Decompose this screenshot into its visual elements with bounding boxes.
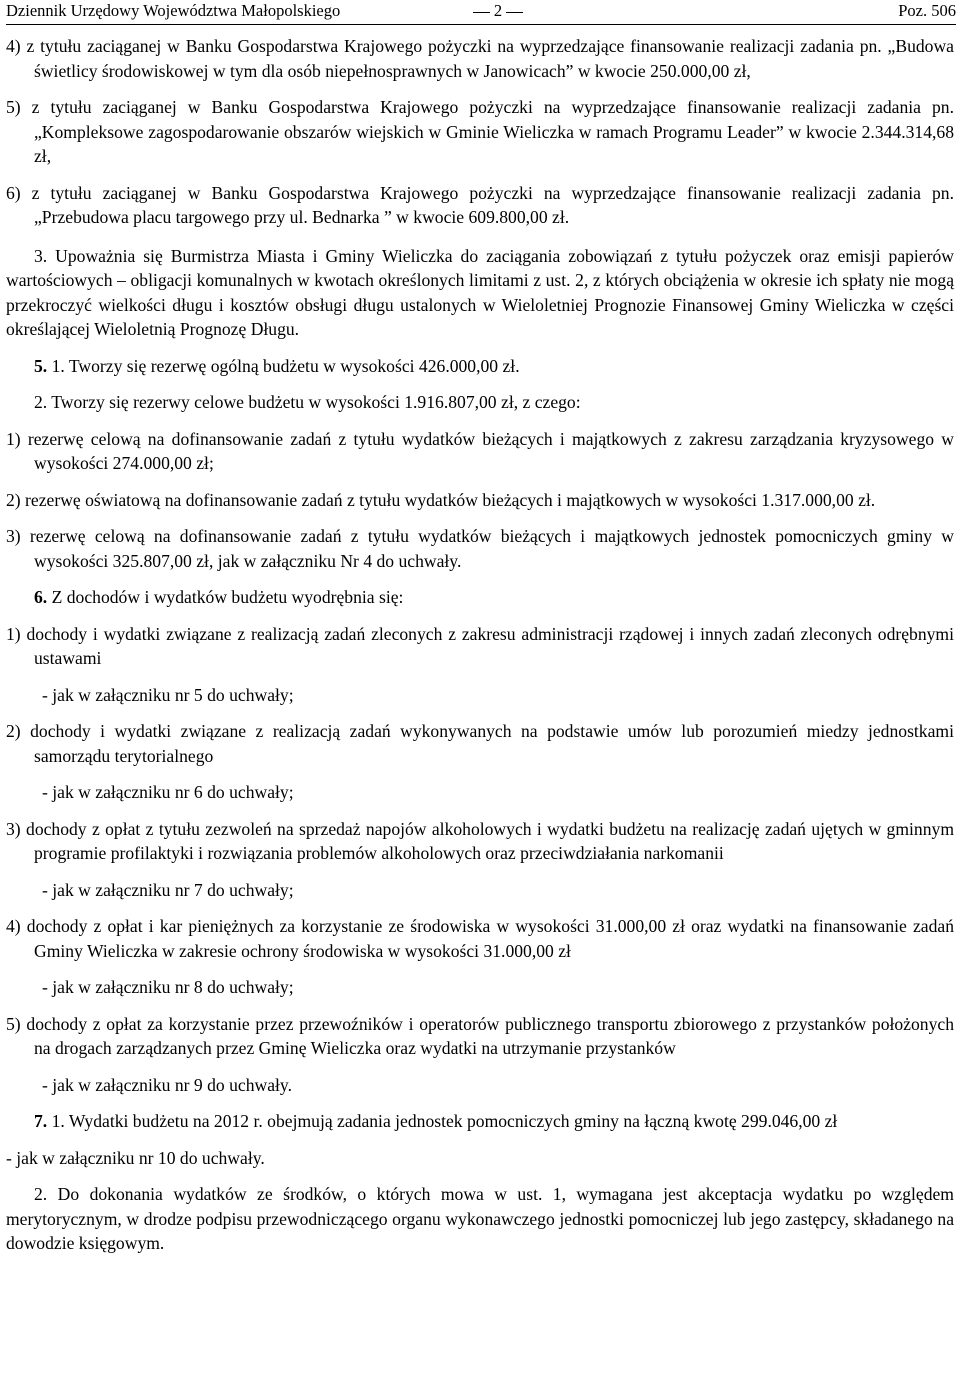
page-number-text: 2: [493, 1, 503, 20]
reserve-3: 3) rezerwę celową na dofinansowanie zadań z tytułu wydatków bieżących i majątkowych jednostek pomocniczych gminy w wysokości 325.807,00 zł, jak w załączniku Nr 4 do uchwały.: [6, 526, 954, 571]
section-7-number: 7.: [34, 1111, 48, 1131]
page-header: [6, 0, 956, 22]
section-6-text: Z dochodów i wydatków budżetu wyodrębnia się:: [47, 587, 404, 607]
section-5-1-text: 1. Tworzy się rezerwę ogólną budżetu w wysokości 426.000,00 zł.: [47, 355, 520, 376]
income-5-annex: - jak w załączniku nr 9 do uchwały.: [42, 1074, 292, 1095]
income-5: 5) dochody z opłat za korzystanie przez przewoźników i operatorów publicznego transportu zbiorowego z przystanków położonych na drogach zarządzanych przez Gminę Wieliczka oraz wydatki na utrzymanie przystanków: [6, 1013, 954, 1058]
section-7-1-text: 1. Wydatki budżetu na 2012 r. obejmują zadania jednostek pomocniczych gminy na łączną kwotę 299.046,00 zł: [47, 1111, 838, 1131]
section-7-2: 2. Do dokonania wydatków ze środków, o których mowa w ust. 1, wymagana jest akceptacja wydatku po względem merytorycznym, w drodze podpisu przewodniczącego organu wykonawczego jednostki pomocniczej lub jego zastępcy, składanego na dowodzie księgowym.: [6, 1184, 954, 1253]
section-6: [6, 585, 954, 610]
document-body: [6, 34, 954, 1268]
income-2-annex: - jak w załączniku nr 6 do uchwały;: [42, 782, 294, 802]
section-5-1: [6, 354, 954, 379]
income-3: 3) dochody z opłat z tytułu zezwoleń na sprzedaż napojów alkoholowych i wydatki budżetu na realizację zadań ujętych w gminnym programie profilaktyki i rozwiązania problemów alkoholowych oraz przeciwdziałania narkomanii: [6, 818, 954, 863]
section-6-number: 6.: [34, 587, 48, 607]
paragraph-3: 3. Upoważnia się Burmistrza Miasta i Gminy Wieliczka do zaciągania zobowiązań z tytułu pożyczek oraz emisji papierów wartościowych – obligacji komunalnych w kwotach określonych limitami z ust. 2, z których obciążenia w okresie ich spłaty nie mogą przekroczyć wielkości długu i kosztów obsługi długu ustalonych w Wieloletniej Prognozie Finansowej Gminy Wieliczka w części określającej Wieloletnią Prognozę Długu.: [6, 245, 954, 339]
income-3-annex: - jak w załączniku nr 7 do uchwały;: [42, 879, 294, 900]
item-6: 6) z tytułu zaciąganej w Banku Gospodarstwa Krajowego pożyczki na wyprzedzające finansowanie realizacji zadania pn. „Przebudowa placu targowego przy ul. Bednarka ” w kwocie 609.800,00 zł.: [6, 182, 954, 227]
page-number: [468, 0, 528, 22]
header-rule: [6, 24, 956, 25]
item-4: 4) z tytułu zaciąganej w Banku Gospodarstwa Krajowego pożyczki na wyprzedzające finansowanie realizacji zadania pn. „Budowa świetlicy środowiskowej w tym dla osób niepełnosprawnych w Janowicach” w kwocie 250.000,00 zł,: [6, 36, 954, 81]
income-2: 2) dochody i wydatki związane z realizacją zadań wykonywanych na podstawie umów lub porozumień miedzy jednostkami samorządu terytorialnego: [6, 721, 954, 766]
income-4-annex: - jak w załączniku nr 8 do uchwały;: [42, 977, 294, 997]
position-number: Poz. 506: [898, 1, 956, 20]
section-7-1-annex: - jak w załączniku nr 10 do uchwały.: [6, 1147, 265, 1168]
reserve-1: 1) rezerwę celową na dofinansowanie zadań z tytułu wydatków bieżących i majątkowych z zakresu zarządzania kryzysowego w wysokości 274.000,00 zł;: [6, 428, 954, 473]
section-7-1: [6, 1109, 954, 1134]
reserve-2: 2) rezerwę oświatową na dofinansowanie zadań z tytułu wydatków bieżących i majątkowych w wysokości 1.317.000,00 zł.: [6, 489, 876, 510]
journal-title: Dziennik Urzędowy Województwa Małopolskiego: [6, 1, 341, 20]
income-1: 1) dochody i wydatki związane z realizacją zadań zleconych z zakresu administracji rządowej i innych zadań zleconych odrębnymi ustawami: [6, 623, 954, 668]
section-5-2: 2. Tworzy się rezerwy celowe budżetu w wysokości 1.916.807,00 zł, z czego:: [34, 392, 581, 412]
income-1-annex: - jak w załączniku nr 5 do uchwały;: [42, 684, 294, 705]
dash-left: [473, 12, 490, 13]
item-5: 5) z tytułu zaciąganej w Banku Gospodarstwa Krajowego pożyczki na wyprzedzające finansowanie realizacji zadania pn. „Kompleksowe zagospodarowanie obszarów wiejskich w Gminie Wieliczka w ramach Programu Leader” w kwocie 2.344.314,68 zł,: [6, 97, 954, 166]
dash-right: [506, 12, 523, 13]
income-4: 4) dochody z opłat i kar pieniężnych za korzystanie ze środowiska w wysokości 31.000,00 zł oraz wydatki na finansowanie zadań Gminy Wieliczka w zakresie ochrony środowiska w wysokości 31.000,00 zł: [6, 916, 954, 961]
section-5-number: 5.: [34, 355, 48, 376]
